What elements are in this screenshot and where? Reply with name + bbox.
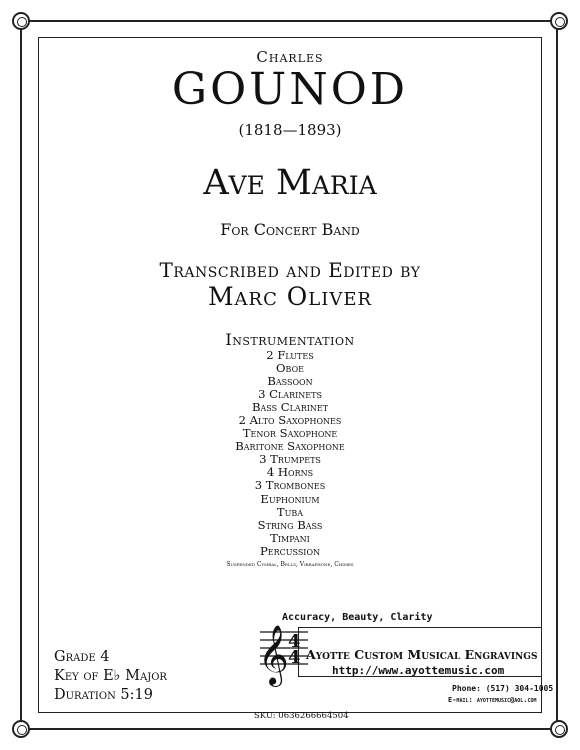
instrument-item: String Bass [257,517,323,532]
treble-clef-staff-icon [258,614,308,692]
transcribed-label: Transcribed and Edited by [159,258,421,282]
editor-name: Marc Oliver [207,282,373,311]
instrument-item: Percussion [259,543,321,558]
corner-ornament-icon [12,720,30,738]
publisher-email-link[interactable]: E-mail: ayottemusic@aol.com [448,696,537,704]
time-signature-bottom: 4 [288,647,301,668]
piece-title: Ave Maria [203,163,377,203]
corner-ornament-icon [550,12,568,30]
instrumentation-list [0,349,580,558]
instrument-item: Oboe [276,361,304,376]
instrument-item: Bass Clarinet [251,400,329,415]
time-signature-top: 4 [288,631,301,652]
composer-last-name: GOUNOD [171,64,409,115]
instrument-item: 3 Trumpets [259,452,321,467]
instrument-item: 4 Horns [266,465,314,480]
instrument-item: 3 Clarinets [258,387,322,402]
key-label: Key of E♭ Major [54,668,167,684]
composer-first-name: Charles [256,48,324,66]
composer-dates: (1818—1893) [238,121,342,139]
instrument-item: Tenor Saxophone [242,426,338,441]
publisher-name: Ayotte Custom Musical Engravings [306,647,538,662]
instrument-item: 2 Alto Saxophones [238,413,342,428]
instrument-item: Baritone Saxophone [235,439,345,454]
instrumentation-heading: Instrumentation [225,330,355,349]
grade-label: Grade 4 [54,649,110,665]
instrument-item: Euphonium [260,491,320,506]
publisher-tagline: Accuracy, Beauty, Clarity [282,612,433,623]
percussion-note: Suspended Cymbal, Bells, Vibraphone, Chimes [226,561,354,568]
instrument-item: Bassoon [267,374,313,389]
piece-subtitle: For Concert Band [220,220,360,239]
publisher-website-link[interactable]: http://www.ayottemusic.com [332,664,505,677]
instrument-item: 3 Trombones [254,478,326,493]
instrument-item: Tuba [276,504,304,519]
publisher-phone: Phone: (517) 304-1005 [452,684,554,693]
corner-ornament-icon [12,12,30,30]
duration-label: Duration 5:19 [54,687,153,703]
corner-ornament-icon [550,720,568,738]
instrument-item: Timpani [270,530,310,545]
sku-label: SKU: 0636266664504 [254,711,349,721]
svg-text:𝄞: 𝄞 [258,625,289,685]
piece-details [54,648,167,705]
instrument-item: 2 Flutes [266,348,314,362]
